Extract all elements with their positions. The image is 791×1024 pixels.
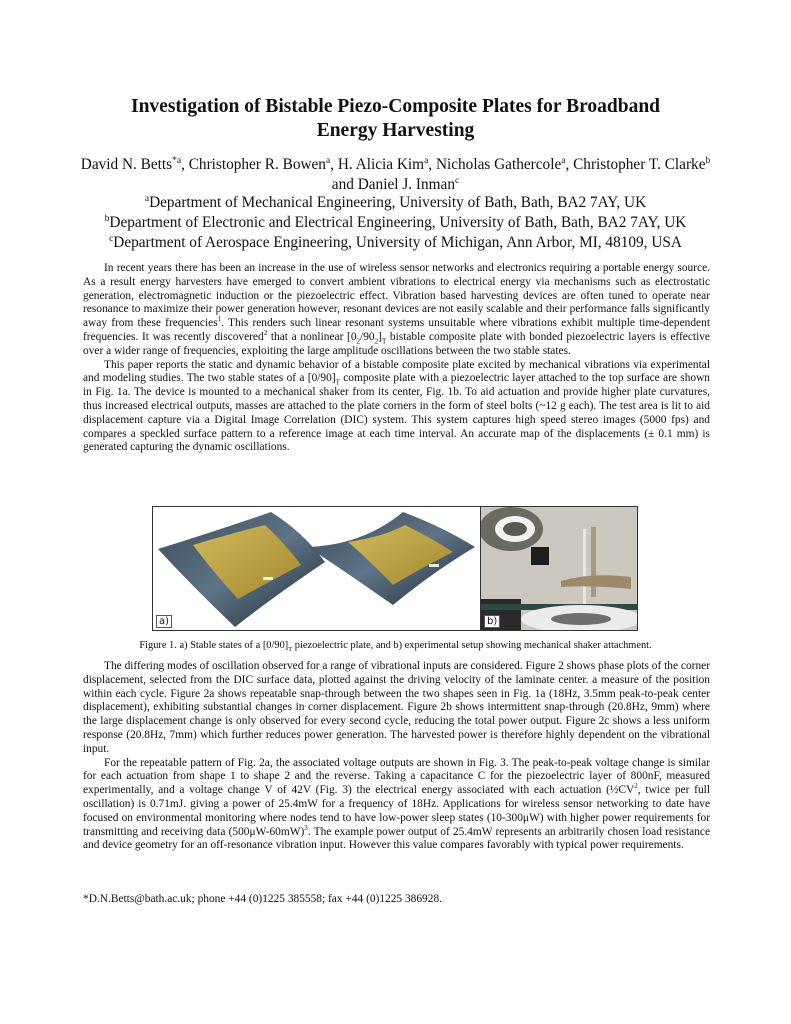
author-name: Christopher T. Clarke [573, 156, 706, 173]
paragraph-method: This paper reports the static and dynamic behavior of a bistable composite plate excited by mechanical vibrations via experimental and modeling studies. The two stable states of a $[0/90]_T$ composite plate with a piezoelectric layer attached to the top surface are shown in Fig. 1a. The device is mounted to a mechanical shaker from its center, Fig. 1b. To aid actuation and provide higher plate curvatures, thus increased electrical outputs, masses are attached to the plate corners in the form of steel bolts (~12 g each). The test area is lit to aid displacement capture via a Digital Image Correlation (DIC) system. This system captures high speed stereo images (5000 fps) and compares a speckled surface pattern to a reference image at each time interval. An accurate map of the displacements (± 0.1 mm) is generated capturing the dynamic oscillations. [83, 358, 711, 454]
body-text-upper [83, 262, 710, 455]
panel-a-label: a) [156, 615, 172, 628]
figure-1a-plate-states [153, 507, 480, 630]
plate-image [153, 507, 480, 630]
paragraph-oscillation-modes: The differing modes of oscillation observed for a range of vibrational inputs are considered. Figure 2 shows phase plots of the corner displacement, selected from the DIC surface data, plotted against the driving velocity of the laminate center. a measure of the position within each cycle. Figure 2a shows repeatable snap-through between the two shapes seen in Fig. 1a (18Hz, 3.5mm peak-to-peak center displacement), exhibiting substantial changes in corner displacement. Figure 2b shows intermittent snap-through (20.8Hz, 9mm) where the large displacement change is only observed for every second cycle, reducing the total power output. Figure 2c shows a less uniform response (20.8Hz, 7mm) which further reduces power generation. The harvested power is therefore highly dependent on the vibrational input. [83, 660, 710, 755]
figure-1b-shaker-setup [480, 507, 638, 630]
body-text-lower [83, 660, 710, 853]
corresponding-author-footnote: *D.N.Betts@bath.ac.uk; phone +44 (0)1225 385558; fax +44 (0)1225 386928. [83, 893, 442, 905]
affiliation-a: $^a$Department of Mechanical Engineering, University of Bath, Bath, BA2 7AY, UK [144, 193, 647, 211]
affiliation-c: $^c$Department of Aerospace Engineering, University of Michigan, Ann Arbor, MI, 48109, USA [109, 233, 682, 251]
figure-1 [152, 506, 638, 631]
author-name: Nicholas Gathercole [435, 156, 562, 173]
shaker-photo [481, 507, 638, 630]
citation-1: 1 [217, 315, 222, 324]
affiliation-b: $^b$Department of Electronic and Electrical Engineering, University of Bath, Bath, BA2 7AY, UK [104, 213, 687, 231]
affiliations [70, 193, 721, 252]
title-line-1: Investigation of Bistable Piezo-Composite Plates for Broadband [130, 96, 661, 117]
title-line-2: Energy Harvesting [316, 120, 475, 141]
citation-2: 2 [263, 329, 268, 338]
citation-3: 3 [304, 823, 308, 832]
author-name: David N. Betts [80, 156, 173, 173]
paragraph-intro: In recent years there has been an increase in the use of wireless sensor networks and electronics requiring a portable energy source. As a result energy harvesters have emerged to convert ambient vibrations to electrical energy via mechanisms such as electrostatic generation, electromagnetic induction or the piezoelectric effect. Vibration based harvesting devices are often tuned to operate near resonance to maximize their power generation however, resonant devices are not easily scalable and their performance falls significantly away from these frequencies$^1$. This renders such linear resonant systems unsuitable where vibrations exhibit multiple time-dependent frequencies. It was recently discovered$^2$ that a nonlinear $[0_2/90_2]_T$ bistable composite plate with bonded piezoelectric layers is effective over a wider range of frequencies, exploiting the large amplitude oscillations between the two stable states. [83, 262, 710, 357]
author-name: H. Alicia Kim [337, 156, 425, 173]
author-name: Christopher R. Bowen [188, 156, 326, 173]
authors-line-1: David N. Betts$^{*a}$, Christopher R. Bowen$^a$, H. Alicia Kim$^a$, Nicholas Gathercole$^a$, Christopher T. Clarke$^b$ and Daniel J. Inman$^c$ [80, 155, 711, 193]
panel-b-label: b) [484, 615, 500, 628]
paragraph-power-output: For the repeatable pattern of Fig. 2a, the associated voltage outputs are shown in Fig. 3. The peak-to-peak voltage change is similar for each actuation from shape 1 to shape 2 and the reverse. Taking a capacitance C for the piezoelectric layer of 800nF, measured experimentally, and a voltage change V of 42V (Fig. 3) the electrical energy associated with each actuation ($\frac{1}{2}CV^2$, twice per full oscillation) is 0.71mJ. giving a power of 25.4mW for a frequency of 18Hz. Applications for wireless sensor networking to date have focused on environmental monitoring where nodes tend to have low-power sleep states (10-300μW) with higher power requirements for transmitting and receiving data $(500\mu W-60mW)^3$. The example power output of 25.4mW represents an arbitrarily chosen load resistance and device geometry for an off-resonance vibration input. However this value compares favorably with typical power requirements. [83, 756, 711, 852]
figure-1-caption: Figure 1. a) Stable states of a $[0/90]_T$ piezoelectric plate, and b) experimental setup showing mechanical shaker attachment. [139, 640, 652, 654]
author-list [70, 155, 721, 194]
author-name: Daniel J. Inman [357, 175, 455, 193]
paper-title [80, 95, 711, 143]
